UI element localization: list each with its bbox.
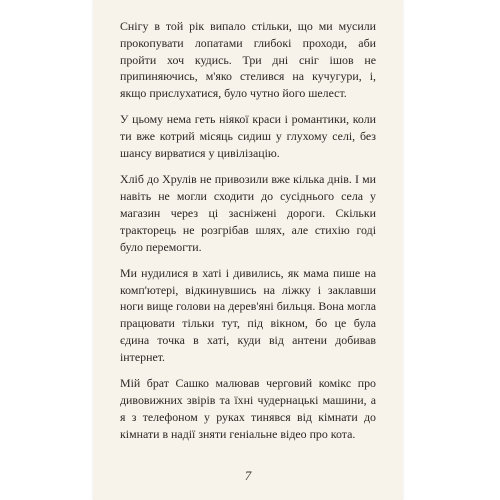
paragraph-5: Мій брат Сашко малював черговий комікс про дивовижних звірів та їхні чудернацькі машини, а я з телефоном у руках тинявся від кімнати до кімнати в надії зняти геніальне відео про кота. bbox=[120, 376, 376, 441]
paragraph-2: У цьому нема геть ніякої краси і романтики, коли ти вже котрий місяць сидиш у глухому селі, без шансу вирватися у цивілізацію. bbox=[120, 112, 376, 161]
page-text bbox=[120, 18, 376, 452]
paragraph-3: Хліб до Хрулів не привозили вже кілька днів. І ми навіть не могли сходити до сусіднього села у магазин через ці засніжені дороги. Скільки тракторець не розгрібав шлях, але стихію годі було перемогти. bbox=[120, 172, 376, 254]
paragraph-4: Ми нудилися в хаті і дивились, як мама пише на комп'ютері, відкинувшись на ліжку і заклавши ноги вище голови на дерев'яні бильця. Вона могла працювати тільки тут, під вікном, бо це була єдина точка в хаті, куди від антени добивав інтернет. bbox=[120, 265, 376, 364]
paragraph-1: Снігу в той рік випало стільки, що ми мусили прокопувати лопатами глибокі проходи, аби пройти хоч кудись. Три дні сніг ішов не припиняючись, м'яко стелився на кучугури, і, якщо прислухатися, було чутно його шелест. bbox=[120, 19, 376, 101]
book-page bbox=[93, 0, 403, 500]
page-number: 7 bbox=[244, 468, 252, 483]
